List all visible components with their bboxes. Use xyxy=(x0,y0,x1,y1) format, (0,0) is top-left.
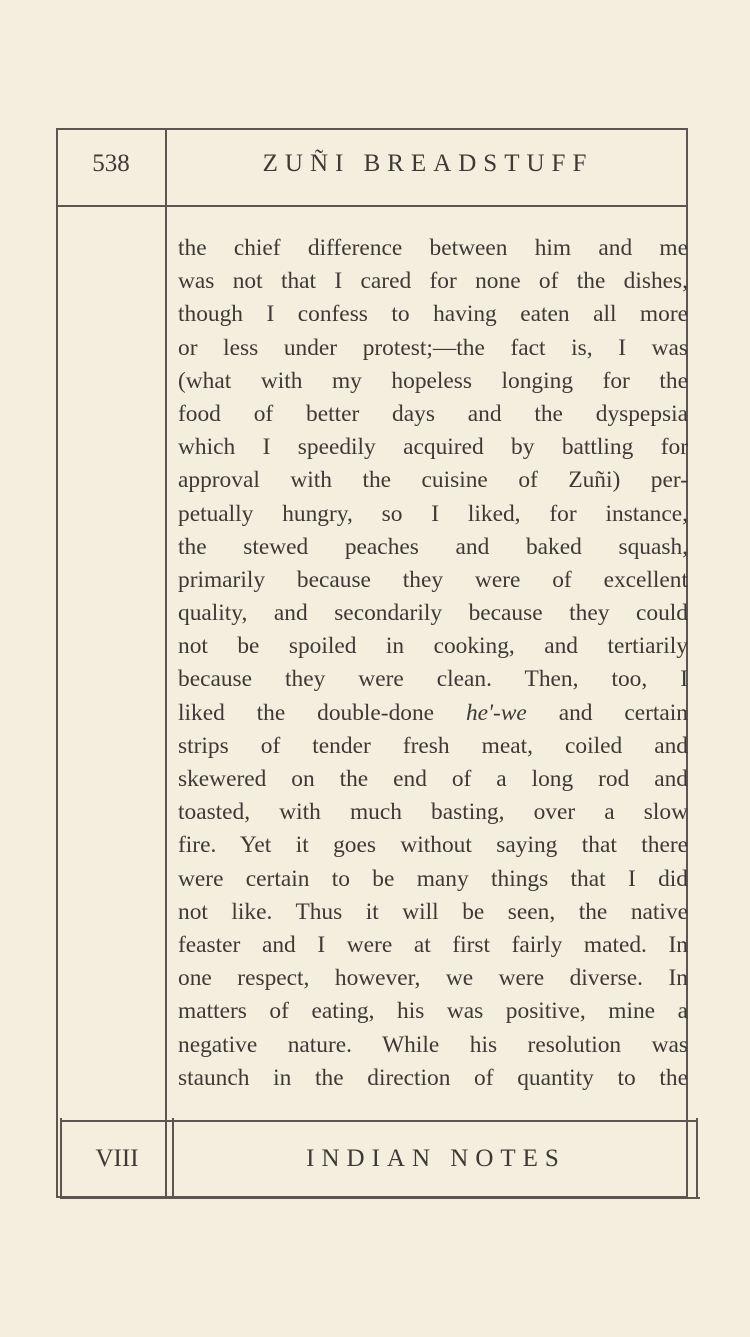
text-line: (what with my hopeless longing for the xyxy=(178,367,688,394)
text-line: negative nature. While his resolution was xyxy=(178,1031,688,1058)
text-line: or less under protest;—the fact is, I was xyxy=(178,334,688,361)
text-line: the stewed peaches and baked squash, xyxy=(178,533,688,560)
text-line: approval with the cuisine of Zuñi) per- xyxy=(178,467,688,494)
body-text xyxy=(178,232,688,1095)
volume-number: VIII xyxy=(95,1145,139,1172)
text-line: not like. Thus it will be seen, the native xyxy=(178,898,688,925)
footer-rule xyxy=(60,1120,696,1122)
text-line: toasted, with much basting, over a slow xyxy=(178,799,688,826)
text-line: staunch in the direction of quantity to the xyxy=(178,1064,688,1091)
text-segment: and certain xyxy=(526,699,688,726)
series-title: INDIAN NOTES xyxy=(306,1145,566,1172)
text-line: petually hungry, so I liked, for instance, xyxy=(178,500,688,527)
text-line: one respect, however, we were diverse. In xyxy=(178,965,688,992)
text-line: primarily because they were of excellent xyxy=(178,566,688,593)
italic-term: he'-we xyxy=(465,699,527,726)
text-line: matters of eating, his was positive, mine a xyxy=(178,998,688,1025)
text-line: though I confess to having eaten all more xyxy=(178,301,688,328)
column-divider xyxy=(165,128,167,1198)
text-line: not be spoiled in cooking, and tertiarily xyxy=(178,633,688,660)
text-line: quality, and secondarily because they could xyxy=(178,600,688,627)
bottom-rule xyxy=(60,1197,700,1199)
text-line: was not that I cared for none of the dishes, xyxy=(178,268,688,295)
text-segment: liked the double-done xyxy=(178,699,466,726)
page-number: 538 xyxy=(92,150,130,177)
text-line: skewered on the end of a long rod and xyxy=(178,766,688,792)
divider-lower xyxy=(172,1118,174,1198)
text-line: which I speedily acquired by battling for xyxy=(178,434,688,461)
header-rule xyxy=(56,205,688,207)
text-line xyxy=(178,697,688,730)
running-title: ZUÑI BREADSTUFF xyxy=(262,150,594,177)
text-line: because they were clean. Then, too, I xyxy=(178,666,688,693)
text-line: strips of tender fresh meat, coiled and xyxy=(178,732,688,759)
text-line: feaster and I were at first fairly mated. In xyxy=(178,931,688,958)
right-border-lower xyxy=(696,1118,698,1198)
text-line: food of better days and the dyspepsia xyxy=(178,400,688,427)
text-line: fire. Yet it goes without saying that there xyxy=(178,832,688,859)
text-line: were certain to be many things that I did xyxy=(178,865,688,892)
text-line: the chief difference between him and me xyxy=(178,235,688,261)
